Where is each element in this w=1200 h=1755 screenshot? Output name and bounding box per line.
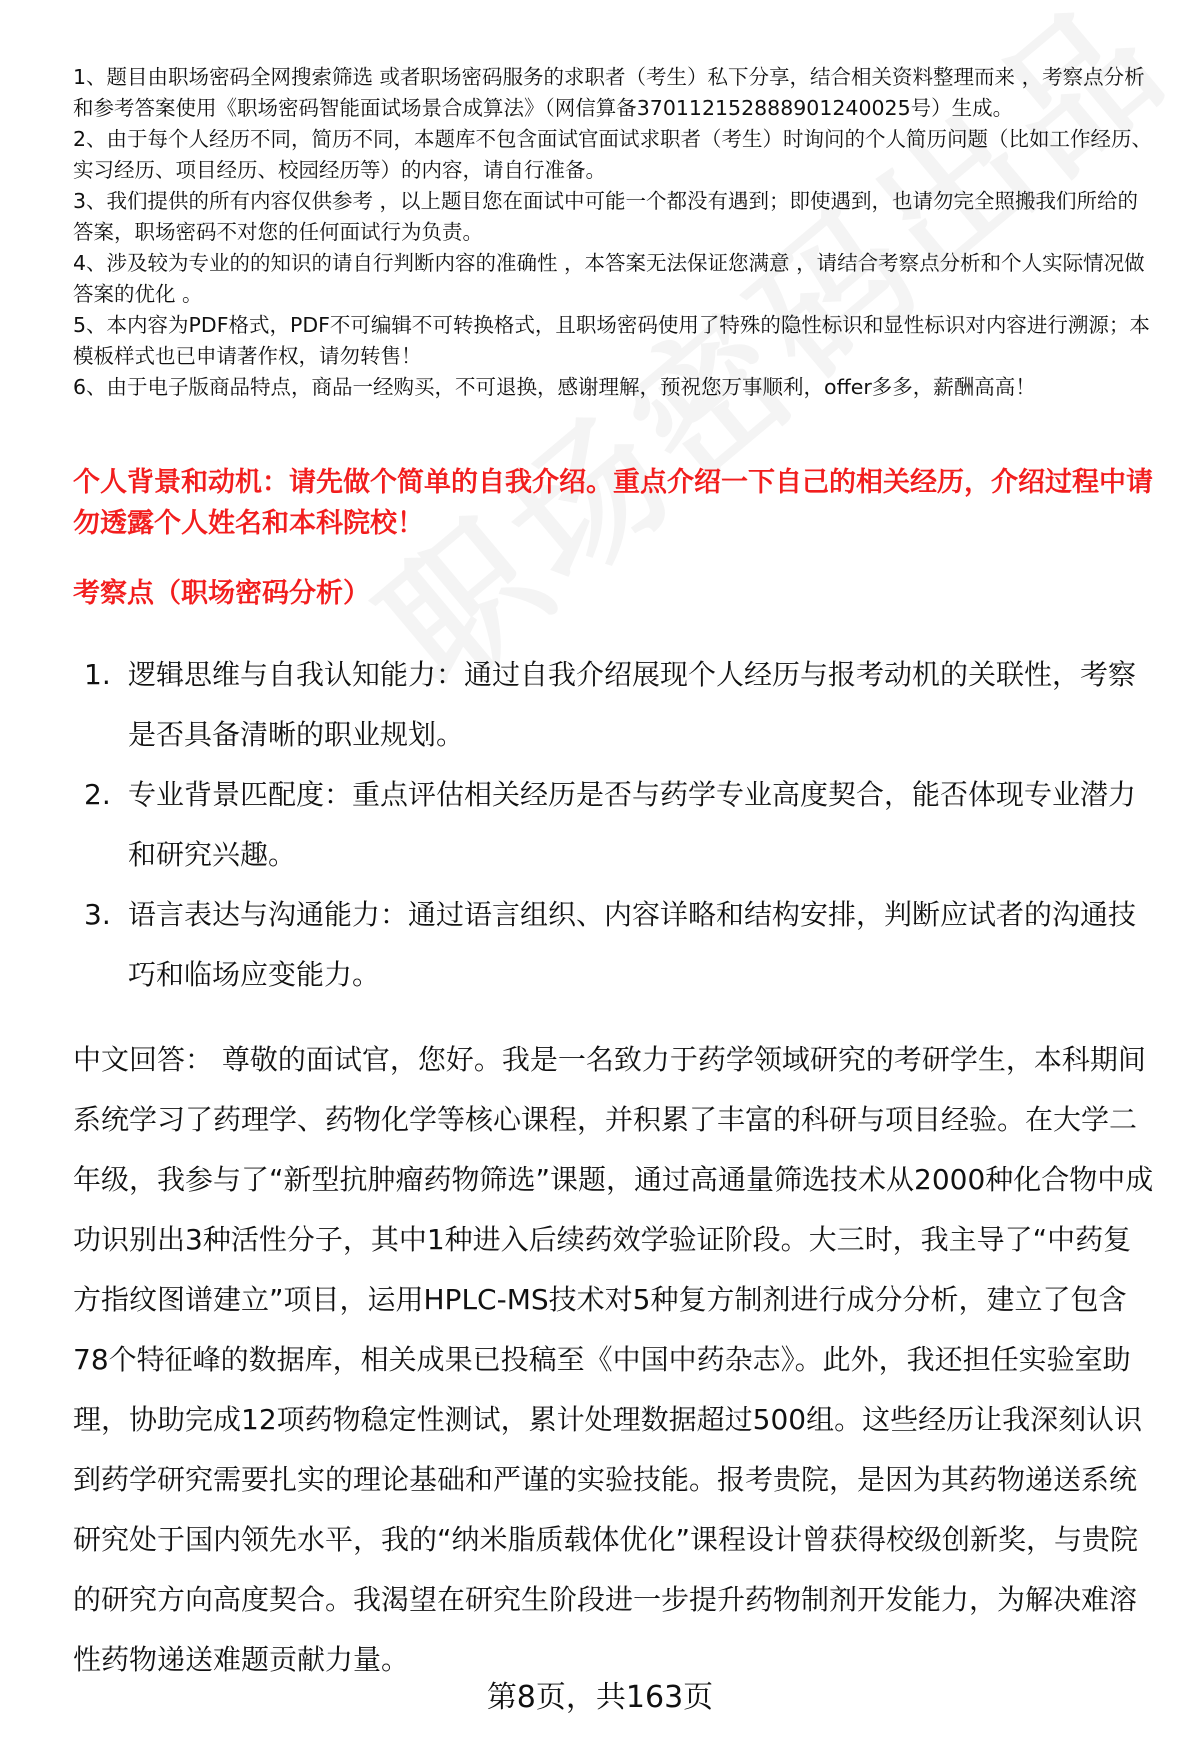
page-number: 第8页，共163页 [486,1680,714,1715]
point-number: 1. [84,658,111,691]
point-text: 专业背景匹配度：重点评估相关经历是否与药学专业高度契合，能否体现专业潜力和研究兴趣。 [128,778,1137,871]
notice-item-5: 5、本内容为PDF格式，PDF不可编辑不可转换格式，且职场密码使用了特殊的隐性标识和显性标识对内容进行溯源；本模板样式也已申请著作权，请勿转售！ [73,313,1150,368]
answer-paragraph: 中文回答： 尊敬的面试官，您好。我是一名致力于药学领域研究的考研学生，本科期间系统学习了药理学、药物化学等核心课程，并积累了丰富的科研与项目经验。在大学二年级，我参与了“新型抗肿瘤药物筛选”课题，通过高通量筛选技术从2000种化合物中成功识别出3种活性分子，其中1种进入后续药效学验证阶段。大三时，我主导了“中药复方指纹图谱建立”项目，运用HPLC-MS技术对5种复方制剂进行成分分析，建立了包含78个特征峰的数据库，相关成果已投稿至《中国中药杂志》。此外，我还担任实验室助理，协助完成12项药物稳定性测试，累计处理数据超过500组。这些经历让我深刻认识到药学研究需要扎实的理论基础和严谨的实验技能。报考贵院，是因为其药物递送系统研究处于国内领先水平，我的“纳米脂质载体优化”课程设计曾获得校级创新奖，与贵院的研究方向高度契合。我渴望在研究生阶段进一步提升药物制剂开发能力，为解决难溶性药物递送难题贡献力量。 [73,1043,1154,1676]
notice-item-3: 3、我们提供的所有内容仅供参考 ，以上题目您在面试中可能一个都没有遇到；即使遇到，也请勿完全照搬我们所给的答案，职场密码不对您的任何面试行为负责。 [73,189,1139,244]
point-number: 2. [84,778,111,811]
notice-item-6: 6、由于电子版商品特点，商品一经购买，不可退换，感谢理解，预祝您万事顺利，offer多多，薪酬高高！ [73,375,1036,399]
notice-item-2: 2、由于每个人经历不同，简历不同，本题库不包含面试官面试求职者（考生）时询问的个人简历问题（比如工作经历、实习经历、项目经历、校园经历等）的内容，请自行准备。 [73,127,1153,182]
analysis-point-1 [84,645,1154,765]
point-text: 逻辑思维与自我认知能力：通过自我介绍展现个人经历与报考动机的关联性，考察是否具备清晰的职业规划。 [128,658,1137,751]
analysis-heading: 考察点（职场密码分析） [73,578,370,609]
analysis-point-2 [84,765,1154,885]
notice-list [73,62,1153,403]
point-text: 语言表达与沟通能力：通过语言组织、内容详略和结构安排，判断应试者的沟通技巧和临场应变能力。 [128,898,1137,991]
notice-item-4: 4、涉及较为专业的的知识的请自行判断内容的准确性 ，本答案无法保证您满意 ，请结合考察点分析和个人实际情况做答案的优化 。 [73,251,1145,306]
point-number: 3. [84,898,111,931]
question-title: 个人背景和动机：请先做个简单的自我介绍。重点介绍一下自己的相关经历，介绍过程中请勿透露个人姓名和本科院校！ [73,467,1153,539]
analysis-point-3 [84,885,1154,1005]
analysis-points [84,645,1154,1005]
notice-item-1: 1、题目由职场密码全网搜索筛选 或者职场密码服务的求职者（考生）私下分享，结合相关资料整理而来 ，考察点分析和参考答案使用《职场密码智能面试场景合成算法》（网信算备370112152888901240025号）生成。 [73,65,1145,120]
